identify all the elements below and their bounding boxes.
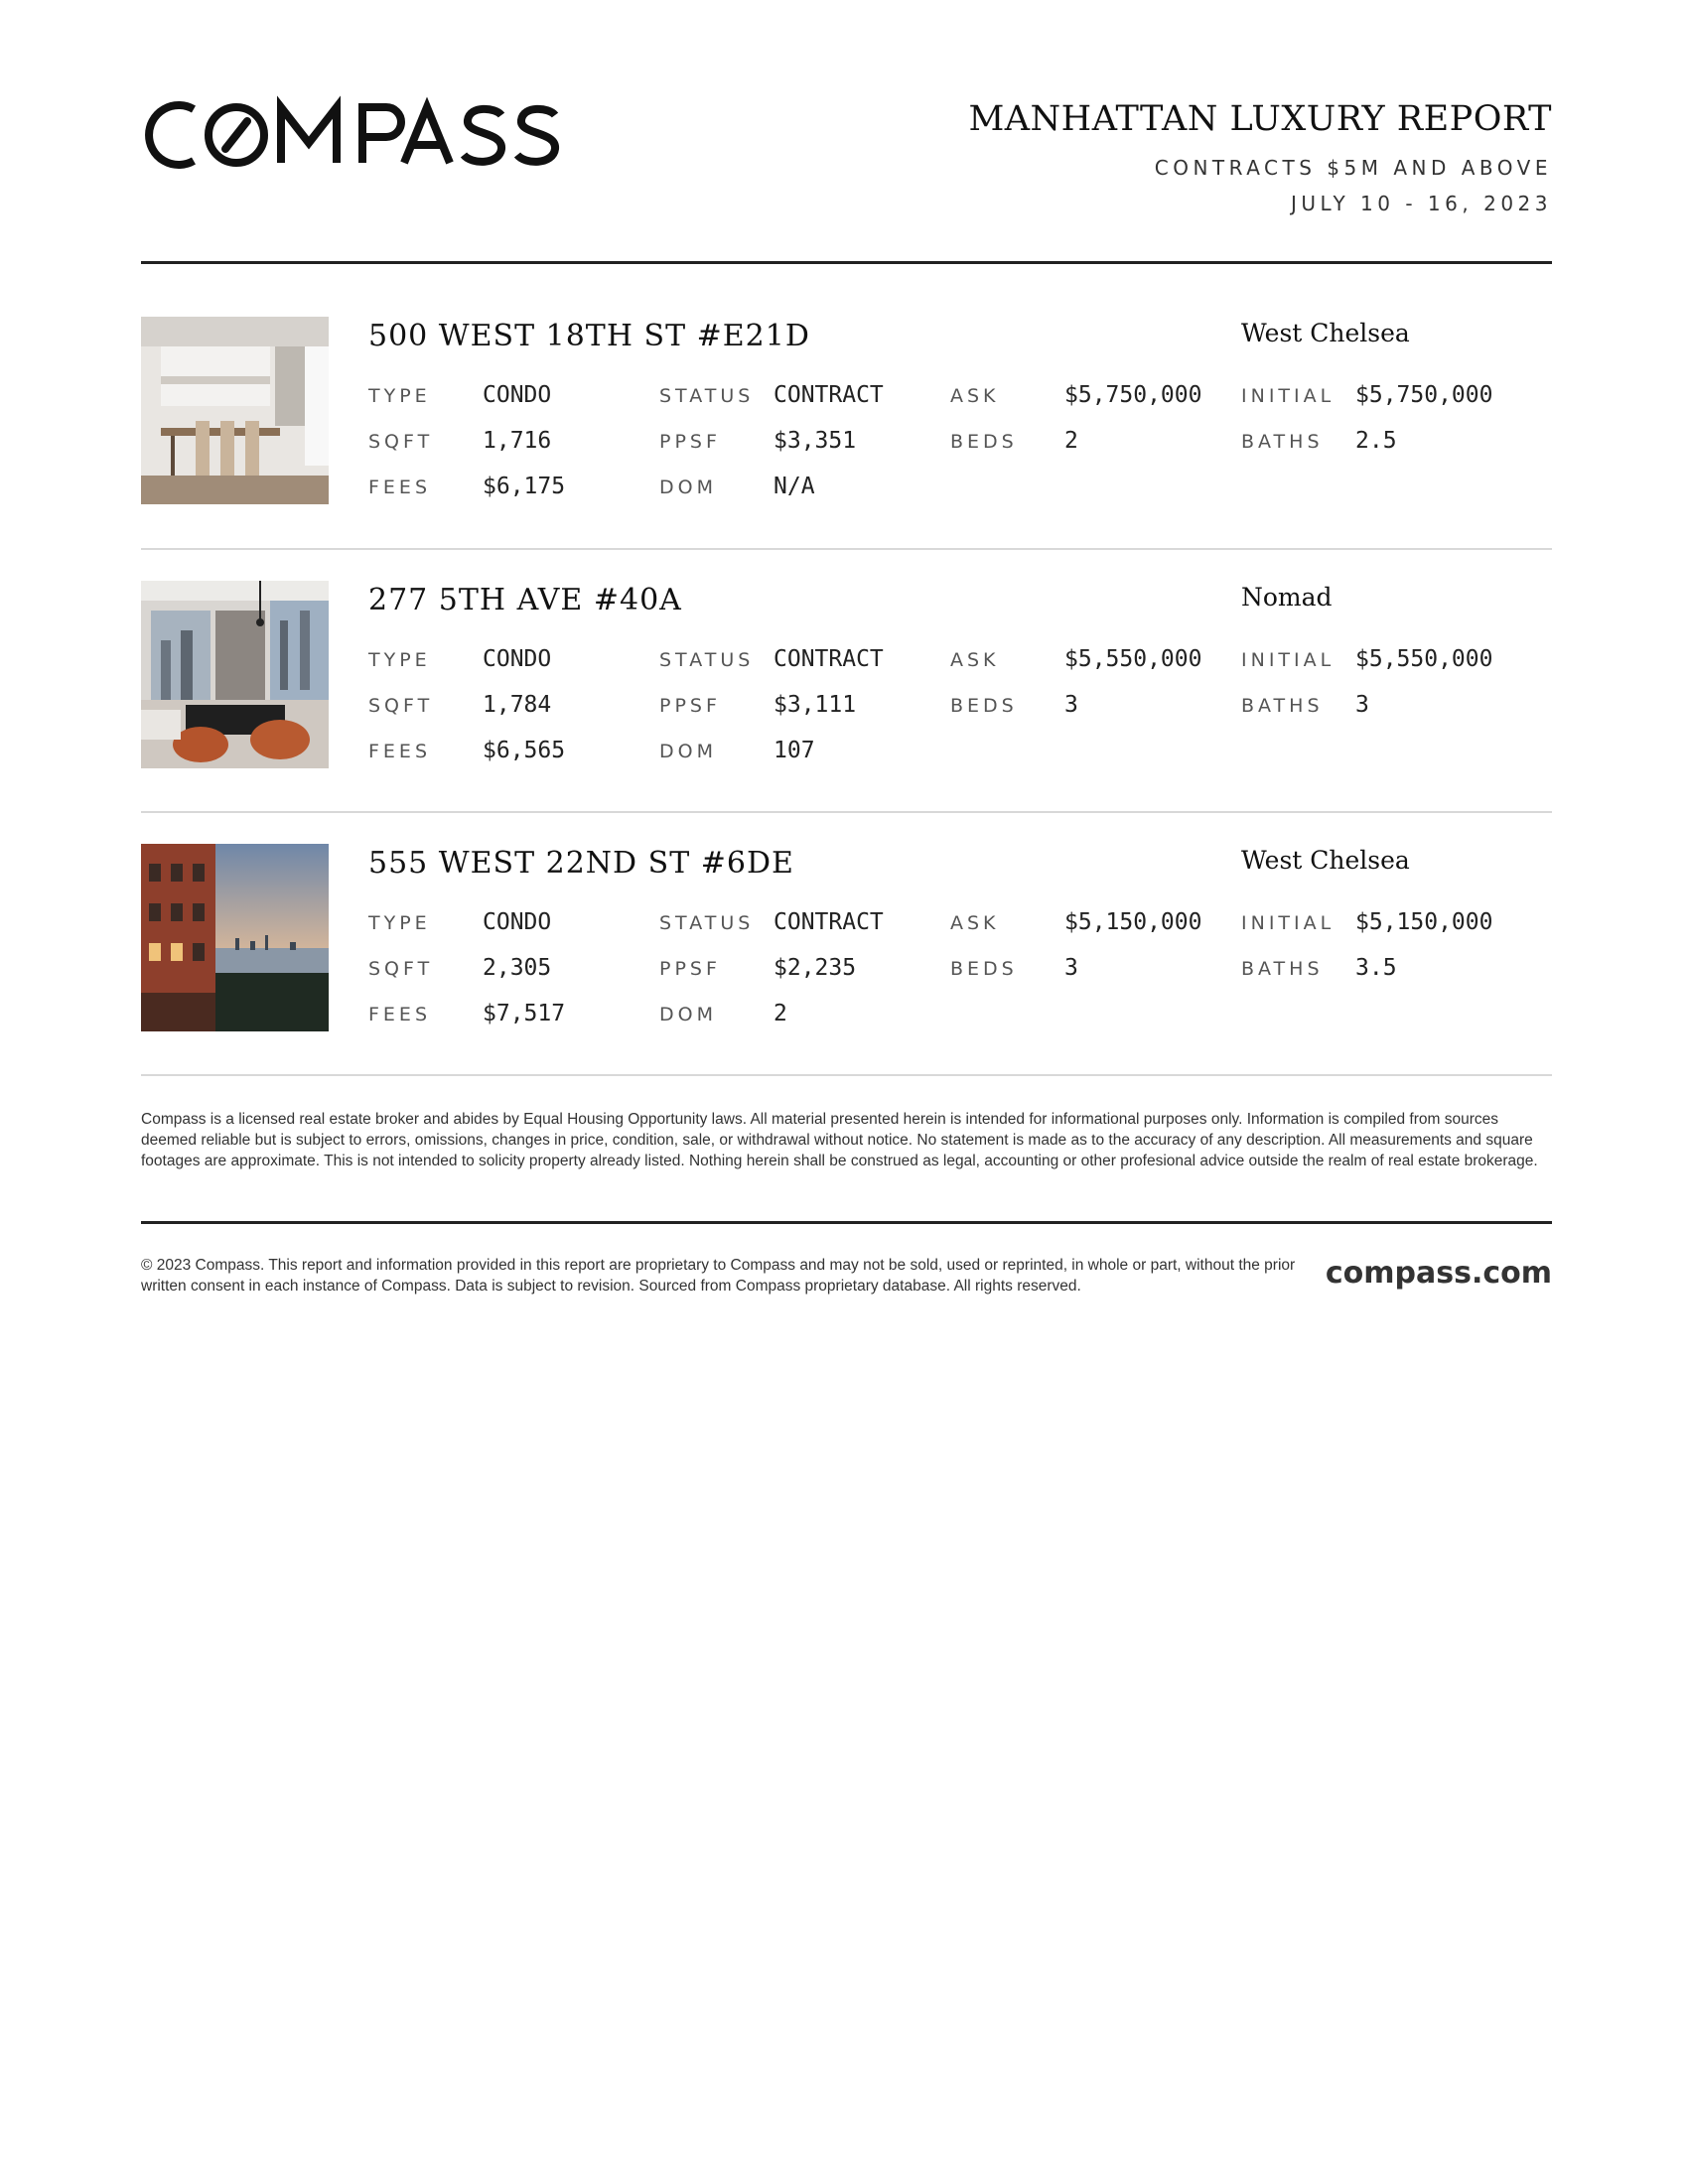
label-ask: ASK	[950, 385, 1000, 407]
listing-neighborhood: West Chelsea	[1241, 846, 1410, 875]
label-baths: BATHS	[1241, 958, 1324, 980]
value-dom: N/A	[774, 474, 815, 499]
listing-card	[141, 844, 1552, 1032]
report-title: MANHATTAN LUXURY REPORT	[968, 99, 1552, 139]
value-ask: $5,750,000	[1064, 382, 1202, 408]
label-dom: DOM	[659, 741, 717, 762]
label-baths: BATHS	[1241, 431, 1324, 453]
label-sqft: SQFT	[368, 958, 434, 980]
value-ask: $5,550,000	[1064, 646, 1202, 672]
label-type: TYPE	[368, 649, 431, 671]
value-fees: $6,565	[483, 738, 566, 763]
label-baths: BATHS	[1241, 695, 1324, 717]
value-ask: $5,150,000	[1064, 909, 1202, 935]
label-sqft: SQFT	[368, 431, 434, 453]
label-dom: DOM	[659, 477, 717, 498]
value-ppsf: $2,235	[774, 955, 857, 981]
value-sqft: 1,716	[483, 428, 552, 454]
kitchen-interior-photo-icon	[141, 317, 329, 504]
value-baths: 3.5	[1355, 955, 1397, 981]
label-ppsf: PPSF	[659, 431, 721, 453]
value-status: CONTRACT	[774, 646, 884, 672]
label-ask: ASK	[950, 912, 1000, 934]
label-beds: BEDS	[950, 431, 1018, 453]
value-initial: $5,550,000	[1355, 646, 1493, 672]
label-initial: INITIAL	[1241, 649, 1336, 671]
compass-logo-icon	[142, 95, 569, 175]
value-fees: $6,175	[483, 474, 566, 499]
value-beds: 2	[1064, 428, 1078, 454]
value-type: CONDO	[483, 382, 552, 408]
listing-photo	[141, 581, 329, 768]
label-status: STATUS	[659, 912, 755, 934]
value-ppsf: $3,351	[774, 428, 857, 454]
label-dom: DOM	[659, 1004, 717, 1025]
listing-photo	[141, 844, 329, 1031]
header-divider	[141, 261, 1552, 264]
report-date-range: JULY 10 - 16, 2023	[1290, 192, 1552, 215]
listing-card	[141, 317, 1552, 505]
compass-logo	[142, 95, 569, 175]
value-sqft: 2,305	[483, 955, 552, 981]
value-baths: 2.5	[1355, 428, 1397, 454]
footer-divider	[141, 1221, 1552, 1224]
label-ppsf: PPSF	[659, 695, 721, 717]
label-status: STATUS	[659, 385, 755, 407]
label-beds: BEDS	[950, 958, 1018, 980]
label-fees: FEES	[368, 1004, 431, 1025]
copyright-text: © 2023 Compass. This report and information provided in this report are proprietary to Compass and may not be sold, used or reprinted, in whole or part, without the prior written consent in each instance of Compass. Data is subject to revision. Sourced from Compass proprietary database. All rights reserved.	[141, 1257, 1296, 1295]
value-beds: 3	[1064, 692, 1078, 718]
label-beds: BEDS	[950, 695, 1018, 717]
value-sqft: 1,784	[483, 692, 552, 718]
listing-neighborhood: West Chelsea	[1241, 319, 1410, 347]
label-ppsf: PPSF	[659, 958, 721, 980]
living-room-city-view-photo-icon	[141, 581, 329, 768]
website-link[interactable]: compass.com	[1325, 1256, 1552, 1291]
label-fees: FEES	[368, 741, 431, 762]
value-beds: 3	[1064, 955, 1078, 981]
value-dom: 107	[774, 738, 815, 763]
label-type: TYPE	[368, 912, 431, 934]
report-subtitle: CONTRACTS $5M AND ABOVE	[1154, 156, 1552, 180]
listing-divider	[141, 1074, 1552, 1076]
listing-divider	[141, 548, 1552, 550]
value-initial: $5,750,000	[1355, 382, 1493, 408]
listing-divider	[141, 811, 1552, 813]
listing-card	[141, 581, 1552, 769]
value-type: CONDO	[483, 909, 552, 935]
value-initial: $5,150,000	[1355, 909, 1493, 935]
label-initial: INITIAL	[1241, 385, 1336, 407]
value-type: CONDO	[483, 646, 552, 672]
label-ask: ASK	[950, 649, 1000, 671]
value-ppsf: $3,111	[774, 692, 857, 718]
value-status: CONTRACT	[774, 909, 884, 935]
value-status: CONTRACT	[774, 382, 884, 408]
label-sqft: SQFT	[368, 695, 434, 717]
disclaimer-text: Compass is a licensed real estate broker and abides by Equal Housing Opportunity laws. All material presented herein is intended for informational purposes only. Information is compiled from sources deemed reliable but is subject to errors, omissions, changes in price, condition, sale, or withdrawal without notice. No statement is made as to the accuracy of any description. All measurements and square footages are approximate. This is not intended to solicity property already listed. Nothing herein shall be construed as legal, accounting or other profesional advice outside the realm of real estate brokerage.	[141, 1111, 1538, 1169]
label-fees: FEES	[368, 477, 431, 498]
value-fees: $7,517	[483, 1001, 566, 1026]
label-type: TYPE	[368, 385, 431, 407]
label-initial: INITIAL	[1241, 912, 1336, 934]
listing-address: 500 WEST 18TH ST #E21D	[368, 319, 810, 353]
listing-address: 555 WEST 22ND ST #6DE	[368, 846, 794, 881]
value-baths: 3	[1355, 692, 1369, 718]
label-status: STATUS	[659, 649, 755, 671]
listing-neighborhood: Nomad	[1241, 583, 1333, 612]
listing-address: 277 5TH AVE #40A	[368, 583, 682, 617]
brick-building-river-view-photo-icon	[141, 844, 329, 1031]
value-dom: 2	[774, 1001, 787, 1026]
listing-photo	[141, 317, 329, 504]
